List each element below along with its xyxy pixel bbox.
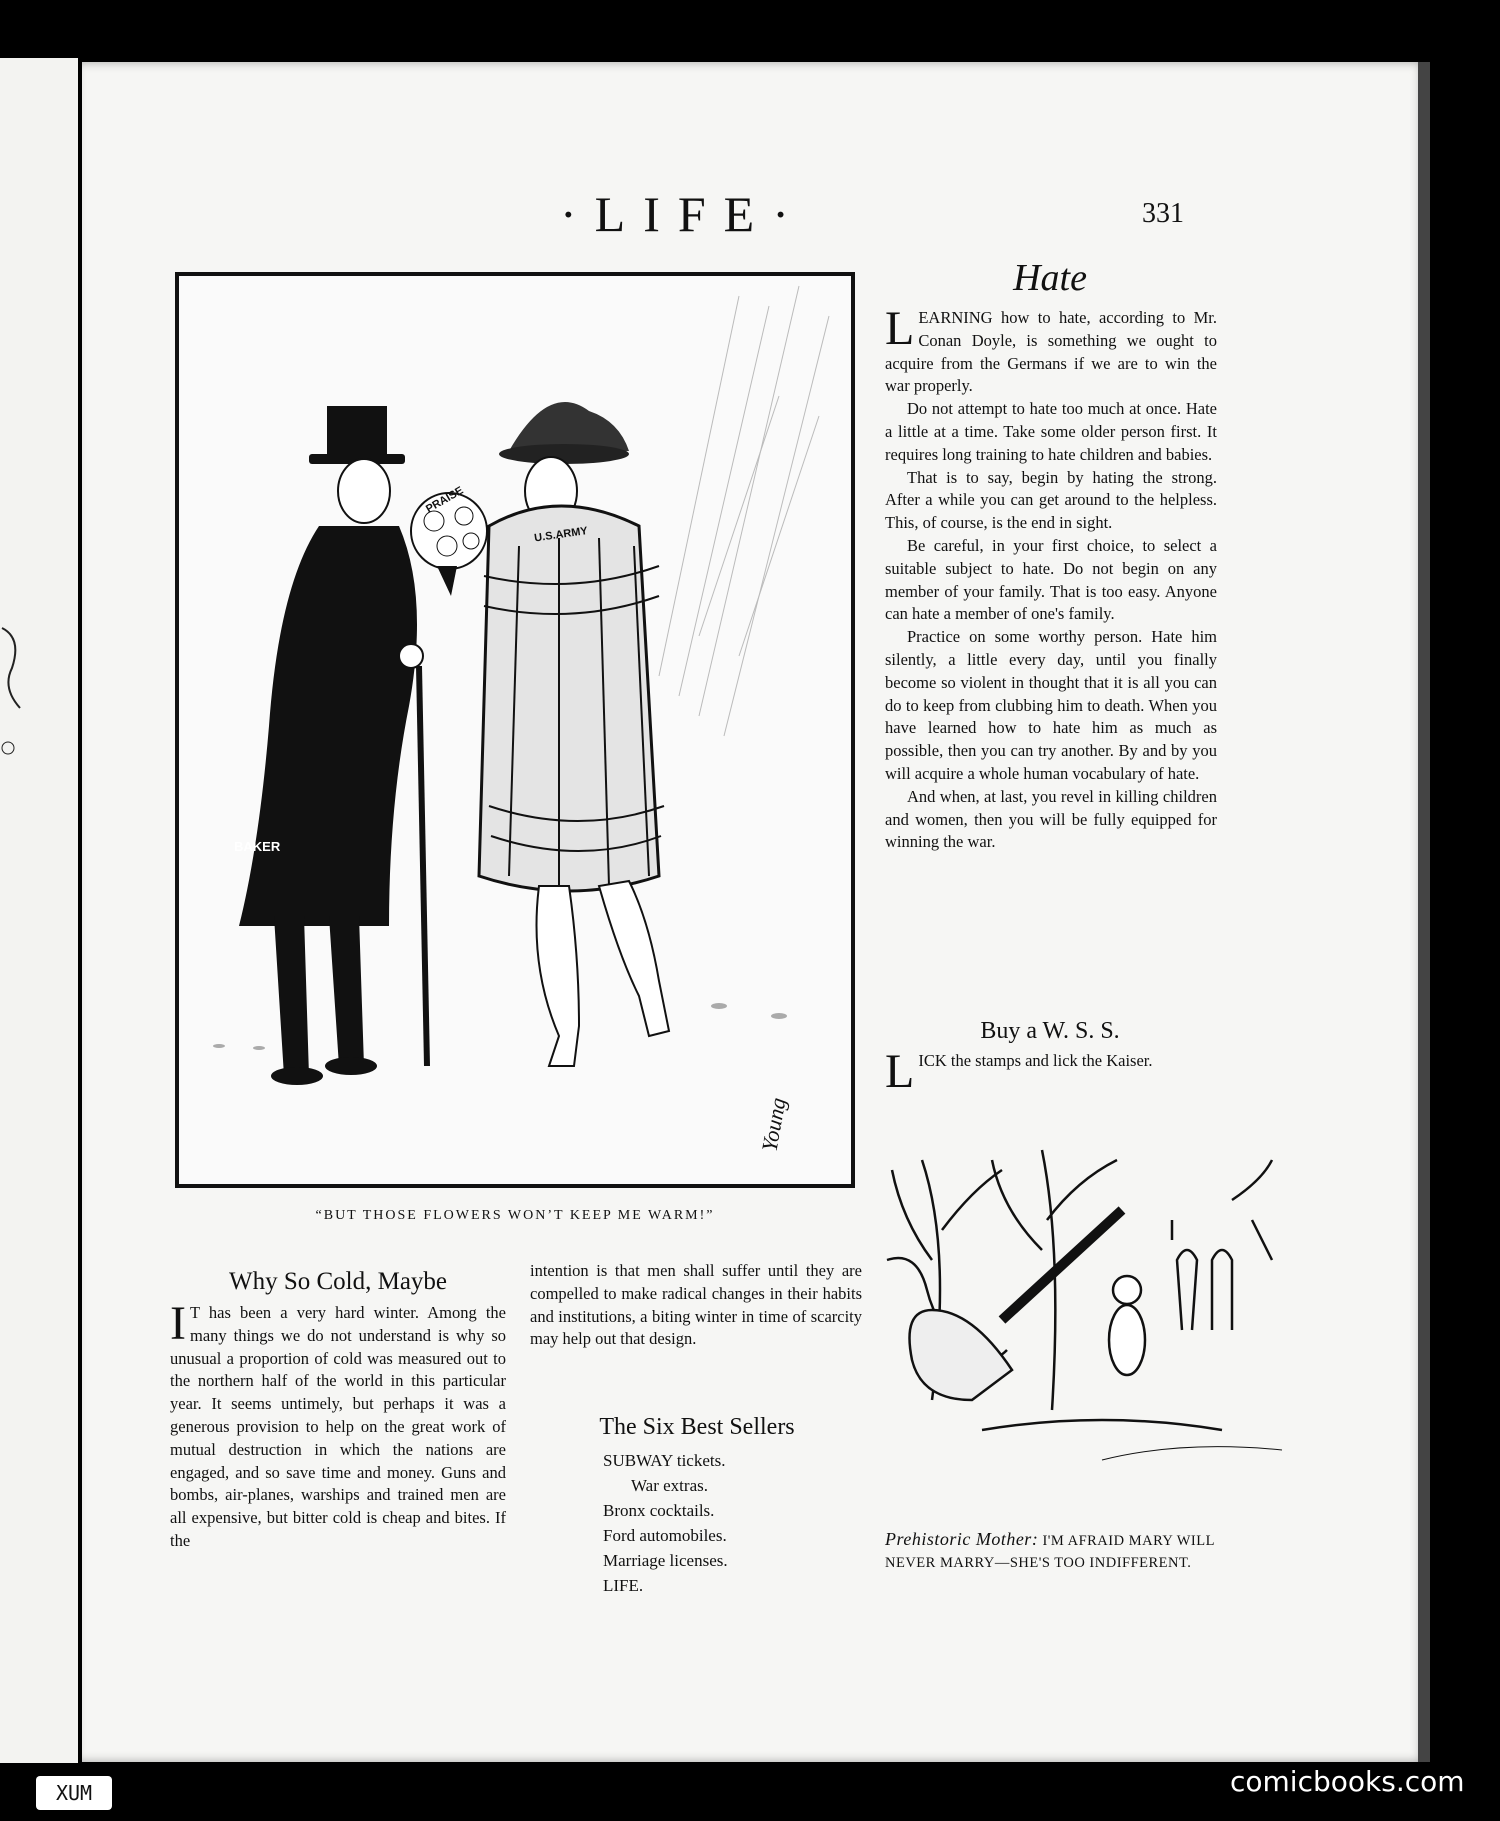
- masthead: ·LIFE·: [560, 186, 807, 242]
- hate-paragraph-5: Practice on some worthy person. Hate him silently, a little every day, until you finally become so violent in thought that it is all you can do to keep from clubbing him to death. When you have learned how to hate him as much as possible, then you can try another. By and by you will acquire a whole human vocabulary of hate.: [885, 627, 1217, 783]
- cold-text-2: intention is that men shall suffer until they are compelled to make radical changes in their habits and institutions, a biting winter in time of scarcity may help out that design.: [530, 1261, 862, 1349]
- adjacent-page-strip: [0, 58, 78, 1763]
- soldier-in-barrel: [479, 402, 669, 1066]
- hate-paragraph-1: EARNING how to hate, according to Mr. Conan Doyle, is something we ought to acquire from the Germans if we are to win the war properly.: [885, 308, 1217, 396]
- prehistoric-caption-speaker: Prehistoric Mother:: [885, 1529, 1039, 1549]
- cold-dropcap: I: [170, 1297, 186, 1350]
- cold-title: Why So Cold, Maybe: [228, 1268, 448, 1295]
- source-watermark: comicbooks.com: [1230, 1765, 1465, 1798]
- hate-paragraph-6: And when, at last, you revel in killing children and women, then you will be fully equipped for winning the war.: [885, 786, 1217, 852]
- cold-article-col2: [530, 1260, 862, 1351]
- barrel-label: U.S.ARMY: [533, 525, 589, 545]
- cartoon-drawing: [179, 276, 851, 1184]
- cold-text-1: T has been a very hard winter. Among the many things we do not understand is why so unusual a proportion of cold was measured out to the northern half of the world in this particular year. It seems untimely, but perhaps it was a generous provision to help on the great work of mutual destruction in which the nations are engaged, and so save time and money. Guns and bombs, air-planes, warships and trained men are all expensive, but bitter cold is cheap and bites. If the: [170, 1303, 506, 1550]
- hate-paragraph-4: Be careful, in your first choice, to select a suitable subject to hate. Do not begin on any member of your family. That is too easy. Anyone can hate a member of one's family.: [885, 535, 1217, 624]
- praise-bouquet: [411, 485, 487, 596]
- wss-article: [885, 1045, 1217, 1098]
- page-number: 331: [1142, 198, 1184, 229]
- hate-dropcap: L: [885, 302, 915, 355]
- hate-paragraph-2: Do not attempt to hate too much at once. Hate a little at a time. Take some older person first. It requires long training to hate children and babies.: [885, 399, 1217, 464]
- baker-label: BAKER: [234, 839, 281, 854]
- adjacent-page-fragment: [0, 618, 40, 768]
- seller-item: Marriage licenses.: [603, 1551, 728, 1570]
- hate-paragraph-3: That is to say, begin by hating the strong. After a while you can get around to the helpless. This, of course, is the end in sight.: [885, 467, 1217, 533]
- wss-dropcap: L: [885, 1045, 915, 1098]
- artist-signature: Young: [756, 1095, 791, 1154]
- seller-item: LIFE.: [603, 1576, 644, 1595]
- sellers-list: [603, 1448, 728, 1598]
- seller-item: SUBWAY tickets.: [603, 1451, 726, 1470]
- wss-title: Buy a W. S. S.: [980, 1018, 1120, 1044]
- cartoon-caption: “BUT THOSE FLOWERS WON’T KEEP ME WARM!”: [315, 1208, 715, 1223]
- wss-text: ICK the stamps and lick the Kaiser.: [918, 1051, 1153, 1070]
- baker-figure: [234, 406, 427, 1085]
- seller-item: War extras.: [631, 1476, 708, 1495]
- page-edge-shadow: [1418, 62, 1430, 1762]
- prehistoric-caption: [885, 1528, 1217, 1574]
- cartoon-illustration: [175, 272, 855, 1188]
- scan-tag: XUM: [36, 1776, 112, 1810]
- hate-article: [885, 302, 1217, 854]
- prehistoric-illustration: [882, 1140, 1294, 1470]
- seller-item: Ford automobiles.: [603, 1526, 727, 1545]
- cold-article-col1: [170, 1297, 506, 1553]
- bouquet-label: PRAISE: [424, 484, 466, 516]
- seller-item: Bronx cocktails.: [603, 1501, 715, 1520]
- hate-title: Hate: [1013, 257, 1087, 299]
- prehistoric-caption-text: I'M AFRAID MARY WILL NEVER MARRY—SHE'S TOO INDIFFERENT.: [885, 1533, 1215, 1571]
- sellers-title: The Six Best Sellers: [599, 1414, 795, 1440]
